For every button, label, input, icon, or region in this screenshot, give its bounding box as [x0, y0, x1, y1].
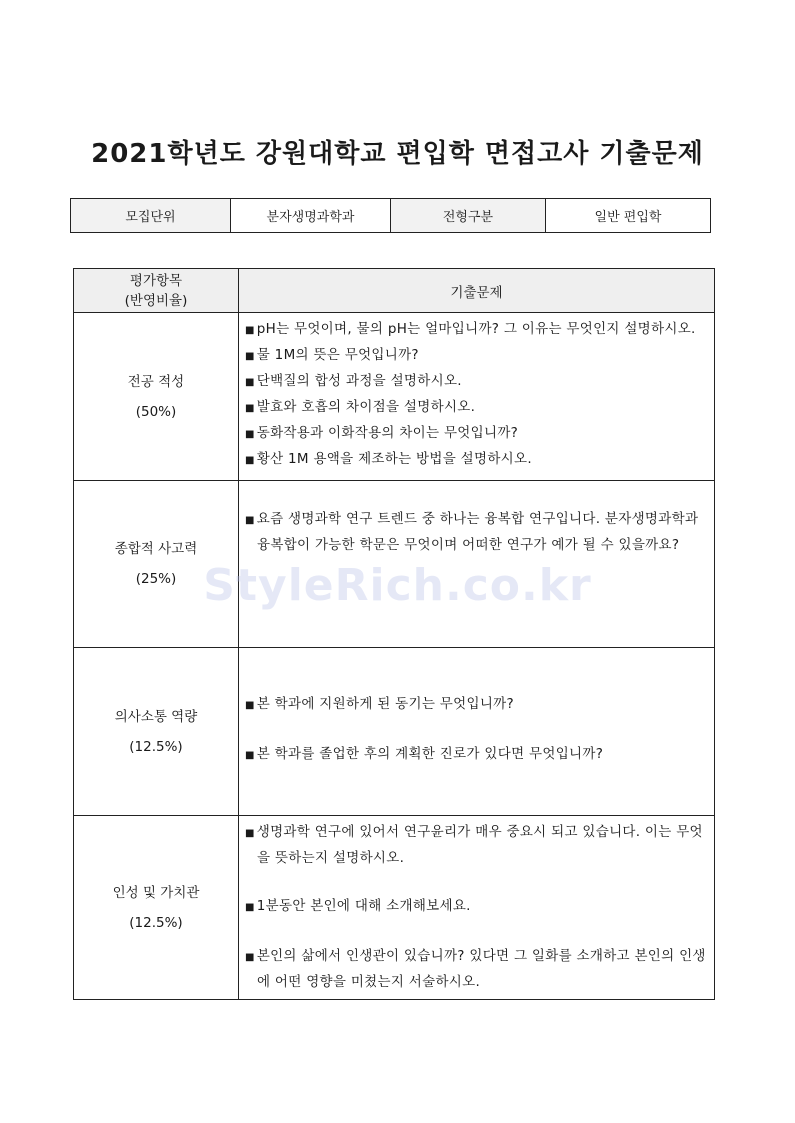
category-cell — [74, 481, 239, 648]
question-item: ■ 본인의 삶에서 인생관이 있습니까? 있다면 그 일화를 소개하고 본인의 인생에 어떤 영향을 미쳤는지 서술하시오. — [245, 944, 708, 994]
question-item: ■ pH는 무엇이며, 물의 pH는 얼마입니까? 그 이유는 무엇인지 설명하시오. — [245, 317, 708, 343]
table-row — [74, 648, 715, 816]
category-ratio: (25%) — [135, 571, 177, 587]
info-table — [70, 198, 711, 233]
category-ratio: (12.5%) — [129, 914, 183, 931]
question-item: ■ 물 1M의 뜻은 무엇입니까? — [245, 343, 708, 369]
table-row — [74, 313, 715, 481]
category-name: 의사소통 역량 — [114, 708, 198, 725]
category-name: 종합적 사고력 — [114, 541, 198, 557]
header-category-title: 평가항목 — [129, 272, 183, 289]
questions-cell — [239, 481, 715, 648]
question-item: ■ 황산 1M 용액을 제조하는 방법을 설명하시오. — [245, 447, 708, 473]
category-name: 전공 적성 — [127, 373, 185, 390]
category-cell — [74, 313, 239, 481]
question-item: ■ 발효와 호흡의 차이점을 설명하시오. — [245, 395, 708, 421]
question-item: ■ 본 학과를 졸업한 후의 계획한 진로가 있다면 무엇입니까? — [245, 742, 708, 768]
table-row — [74, 481, 715, 648]
category-cell — [74, 648, 239, 816]
questions-cell — [239, 648, 715, 816]
category-ratio: (12.5%) — [129, 738, 183, 755]
question-item: ■ 요즘 생명과학 연구 트렌드 중 하나는 융복합 연구입니다. 분자생명과학과 융복합이 가능한 학문은 무엇이며 어떠한 연구가 예가 될 수 있을까요? — [245, 507, 708, 557]
recruit-unit-value: 분자생명과학과 — [231, 199, 391, 233]
table-row — [74, 816, 715, 1000]
category-ratio: (50%) — [135, 403, 177, 420]
category-cell — [74, 816, 239, 1000]
question-item: ■ 1분동안 본인에 대해 소개해보세요. — [245, 894, 708, 920]
question-item: ■ 본 학과에 지원하게 된 동기는 무엇입니까? — [245, 692, 708, 718]
watermark: StyleRich.co.kr — [203, 560, 592, 611]
question-item: ■ 생명과학 연구에 있어서 연구윤리가 매우 중요시 되고 있습니다. 이는 무엇을 뜻하는지 설명하시오. — [245, 820, 708, 870]
admission-type-value: 일반 편입학 — [546, 199, 711, 233]
question-item: ■ 동화작용과 이화작용의 차이는 무엇입니까? — [245, 421, 708, 447]
recruit-unit-label: 모집단위 — [71, 199, 231, 233]
questions-table — [73, 268, 715, 1000]
page-title: 2021학년도 강원대학교 편입학 면접고사 기출문제 — [91, 139, 704, 169]
header-category — [74, 269, 239, 313]
admission-type-label: 전형구분 — [391, 199, 546, 233]
header-category-ratio: (반영비율) — [124, 292, 188, 309]
questions-cell — [239, 816, 715, 1000]
category-name: 인성 및 가치관 — [112, 884, 200, 901]
questions-cell — [239, 313, 715, 481]
header-questions: 기출문제 — [239, 269, 715, 313]
question-item: ■ 단백질의 합성 과정을 설명하시오. — [245, 369, 708, 395]
